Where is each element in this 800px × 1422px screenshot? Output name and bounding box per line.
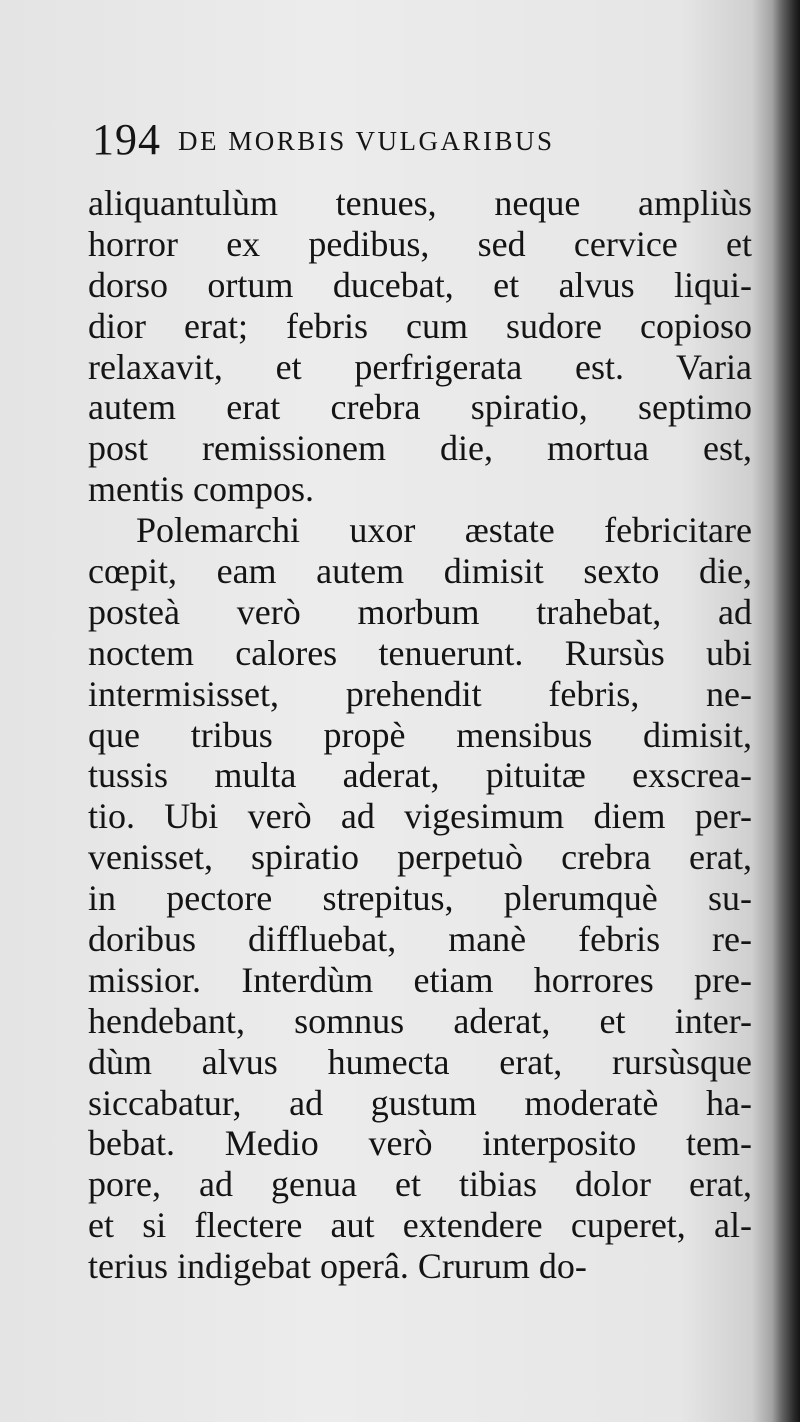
- text-line: post remissionem die, mortua est,: [88, 428, 752, 469]
- text-line: et si flectere aut extendere cuperet, al-: [88, 1205, 752, 1246]
- text-line: Polemarchi uxor æstate febricitare: [136, 510, 752, 551]
- page-number: 194: [92, 115, 161, 164]
- text-line: tussis multa aderat, pituitæ exscrea-: [88, 755, 752, 796]
- text-line: autem erat crebra spiratio, septimo: [88, 387, 752, 428]
- text-line: noctem calores tenuerunt. Rursùs ubi: [88, 632, 752, 673]
- text-line: intermisisset, prehendit febris, ne-: [88, 673, 752, 714]
- page-gutter-shadow: [772, 0, 800, 1422]
- text-line: dorso ortum ducebat, et alvus liqui-: [88, 264, 752, 305]
- body-text: [88, 183, 752, 1287]
- text-line: siccabatur, ad gustum moderatè ha-: [88, 1082, 752, 1123]
- text-line: pore, ad genua et tibias dolor erat,: [88, 1164, 752, 1205]
- text-line: dior erat; febris cum sudore copioso: [88, 305, 752, 346]
- text-line: hendebant, somnus aderat, et inter-: [88, 1000, 752, 1041]
- running-title: DE MORBIS VULGARIBUS: [178, 126, 555, 156]
- text-line: aliquantulùm tenues, neque ampliùs: [88, 183, 752, 223]
- text-line: doribus diffluebat, manè febris re-: [88, 919, 752, 960]
- paragraph: [88, 183, 752, 510]
- text-line: posteà verò morbum trahebat, ad: [88, 591, 752, 632]
- paragraph: [88, 510, 752, 1287]
- page-header: [92, 110, 692, 170]
- text-line: tio. Ubi verò ad vigesimum diem per-: [88, 796, 752, 837]
- text-line: in pectore strepitus, plerumquè su-: [88, 878, 752, 919]
- text-line: venisset, spiratio perpetuò crebra erat,: [88, 837, 752, 878]
- text-line: que tribus propè mensibus dimisit,: [88, 714, 752, 755]
- text-line: bebat. Medio verò interposito tem-: [88, 1123, 752, 1164]
- text-line: relaxavit, et perfrigerata est. Varia: [88, 346, 752, 387]
- text-line: terius indigebat operâ. Crurum do-: [88, 1246, 587, 1287]
- text-line: mentis compos.: [88, 469, 314, 510]
- text-line: cœpit, eam autem dimisit sexto die,: [88, 551, 752, 592]
- text-line: horror ex pedibus, sed cervice et: [88, 223, 752, 264]
- text-line: missior. Interdùm etiam horrores pre-: [88, 959, 752, 1000]
- text-line: dùm alvus humecta erat, rursùsque: [88, 1041, 752, 1082]
